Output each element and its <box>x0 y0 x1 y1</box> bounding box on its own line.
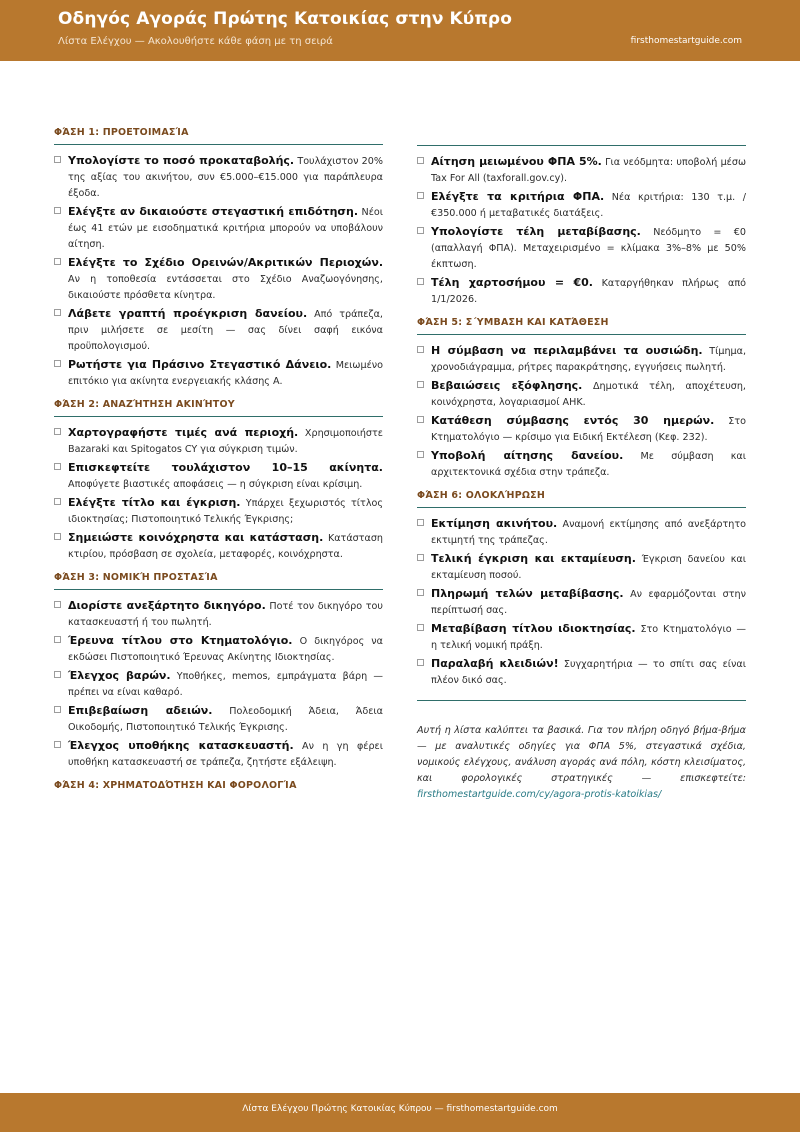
item-heading: Τέλη χαρτοσήμου = €0. <box>431 276 593 289</box>
item-heading: Ελέγξτε το Σχέδιο Ορεινών/Ακριτικών Περιοχών. <box>68 256 383 269</box>
item-description: Μειωμένο επιτόκιο για ακίνητα ενεργειακής κλάσης Α. <box>68 360 383 387</box>
item-description: Αν η τοποθεσία εντάσσεται στο Σχέδιο Αναζωογόνησης, δικαιούστε πρόσθετα κίνητρα. <box>68 274 383 301</box>
checklist-item <box>54 460 383 493</box>
checklist-item <box>417 378 746 411</box>
item-heading: Υποβολή αίτησης δανείου. <box>431 449 624 462</box>
right-column <box>417 139 746 803</box>
checkbox[interactable] <box>54 601 61 608</box>
item-heading: Έρευνα τίτλου στο Κτηματολόγιο. <box>68 634 293 647</box>
closing-divider <box>417 700 746 701</box>
phase-divider <box>54 144 383 145</box>
phase-section <box>54 399 383 563</box>
item-heading: Ρωτήστε για Πράσινο Στεγαστικό Δάνειο. <box>68 358 332 371</box>
item-description: Από τράπεζα, πριν μιλήσετε σε μεσίτη — σας δίνει σαφή εικόνα προϋπολογισμού. <box>68 309 383 352</box>
checkbox[interactable] <box>54 636 61 643</box>
checkbox[interactable] <box>54 428 61 435</box>
checkbox[interactable] <box>54 156 61 163</box>
item-heading: Χαρτογραφήστε τιμές ανά περιοχή. <box>68 426 299 439</box>
item-heading: Ελέγξτε τα κριτήρια ΦΠΑ. <box>431 190 605 203</box>
checkbox[interactable] <box>417 278 424 285</box>
checklist-item <box>54 738 383 771</box>
item-description: Νέα κριτήρια: 130 τ.μ. / €350.000 ή μεταβατικές διατάξεις. <box>431 192 746 219</box>
item-description: Συγχαρητήρια — το σπίτι σας είναι πλέον δικό σας. <box>431 659 746 686</box>
checkbox[interactable] <box>54 741 61 748</box>
checklist-item <box>417 413 746 446</box>
item-heading: Η σύμβαση να περιλαμβάνει τα ουσιώδη. <box>431 344 703 357</box>
note-text: Αυτή η λίστα καλύπτει τα βασικά. Για τον πλήρη οδηγό βήμα-βήμα — με αναλυτικές οδηγίες για ΦΠΑ 5%, στεγαστικά σχέδια, νομικούς ελέγχους, ανάλυση αγοράς ανά πόλη, κόστη κλεισίματος, και φορολογικές στρατηγικές — επισκεφτείτε: <box>417 725 746 784</box>
checkbox[interactable] <box>54 706 61 713</box>
checklist-item <box>54 495 383 528</box>
checklist-item <box>417 656 746 689</box>
checkbox[interactable] <box>54 207 61 214</box>
checkbox[interactable] <box>54 498 61 505</box>
checkbox[interactable] <box>54 533 61 540</box>
checkbox[interactable] <box>417 416 424 423</box>
item-description: Νεόδμητο = €0 (απαλλαγή ΦΠΑ). Μεταχειρισμένο = κλίμακα 3%–8% με 50% έκπτωση. <box>431 227 747 270</box>
item-heading: Τελική έγκριση και εκταμίευση. <box>431 552 636 565</box>
checkbox[interactable] <box>417 346 424 353</box>
phase-section <box>54 127 383 390</box>
checkbox[interactable] <box>54 258 61 265</box>
phase-divider <box>417 334 746 335</box>
phase-section <box>417 490 746 689</box>
item-description: Υποθήκες, memos, εμπράγματα βάρη — πρέπει να είναι καθαρό. <box>68 671 383 698</box>
checklist-item <box>54 703 383 736</box>
checklist-item <box>54 255 383 304</box>
checklist-item <box>54 598 383 631</box>
checklist-item <box>417 586 746 619</box>
item-heading: Παραλαβή κλειδιών! <box>431 657 559 670</box>
item-heading: Έλεγχος υποθήκης κατασκευαστή. <box>68 739 294 752</box>
item-heading: Έλεγχος βαρών. <box>68 669 171 682</box>
checklist-item <box>417 516 746 549</box>
checklist-item <box>54 668 383 701</box>
item-description: Υπάρχει ξεχωριστός τίτλος ιδιοκτησίας; Πιστοποιητικό Τελικής Έγκρισης; <box>68 498 383 525</box>
checkbox[interactable] <box>417 589 424 596</box>
item-description: Αν η γη φέρει υποθήκη κατασκευαστή σε τράπεζα, ζητήστε εξάλειψη. <box>68 741 383 768</box>
item-description: Αποφύγετε βιαστικές αποφάσεις — η σύγκριση είναι κρίσιμη. <box>68 479 363 490</box>
checkbox[interactable] <box>54 309 61 316</box>
item-heading: Επιβεβαίωση αδειών. <box>68 704 213 717</box>
guide-link[interactable]: firsthomestartguide.com/cy/agora-protis-katoikias/ <box>417 789 662 800</box>
checklist-item <box>54 425 383 458</box>
left-column <box>54 127 383 800</box>
checklist-item <box>54 153 383 202</box>
checkbox[interactable] <box>417 381 424 388</box>
item-description: Πολεοδομική Άδεια, Άδεια Οικοδομής, Πιστοποιητικό Τελικής Έγκρισης. <box>68 706 383 733</box>
phase-title: ΦΆΣΗ 4: ΧΡΗΜΑΤΟΔΌΤΗΣΗ ΚΑΙ ΦΟΡΟΛΟΓΊΑ <box>54 780 297 791</box>
document-title: Οδηγός Αγοράς Πρώτης Κατοικίας στην Κύπρο <box>58 9 512 29</box>
phase-section <box>417 317 746 481</box>
item-description: Χρησιμοποιήστε Bazaraki και Spitogatos CY για σύγκριση τιμών. <box>68 428 383 455</box>
item-description: Στο Κτηματολόγιο — κρίσιμο για Ειδική Εκτέλεση (Κεφ. 232). <box>431 416 746 443</box>
phase-title: ΦΆΣΗ 6: ΟΛΟΚΛΉΡΩΣΗ <box>417 490 545 501</box>
item-heading: Σημειώστε κοινόχρηστα και κατάσταση. <box>68 531 324 544</box>
item-description: Καταργήθηκαν πλήρως από 1/1/2026. <box>431 278 746 305</box>
checklist-item <box>417 621 746 654</box>
item-description: Αναμονή εκτίμησης από ανεξάρτητο εκτιμητή της τράπεζας. <box>431 519 746 546</box>
checklist-item <box>417 189 746 222</box>
document-subtitle: Λίστα Ελέγχου — Ακολουθήστε κάθε φάση με τη σειρά <box>58 36 333 47</box>
item-heading: Διορίστε ανεξάρτητο δικηγόρο. <box>68 599 266 612</box>
header-site-link[interactable]: firsthomestartguide.com <box>630 36 742 46</box>
phase-title: ΦΆΣΗ 5: Σ΄ΥΜΒΑΣΗ ΚΑΙ ΚΑΤΆΘΕΣΗ <box>417 317 609 328</box>
item-description: Κατάσταση κτιρίου, πρόσβαση σε σχολεία, μεταφορές, κοινόχρηστα. <box>68 533 383 560</box>
checklist-item <box>417 343 746 376</box>
item-heading: Βεβαιώσεις εξόφλησης. <box>431 379 583 392</box>
checklist-item <box>54 306 383 355</box>
item-heading: Υπολογίστε τέλη μεταβίβασης. <box>431 225 641 238</box>
phase-title: ΦΆΣΗ 1: ΠΡΟΕΤΟΙΜΑΣΊΑ <box>54 127 189 138</box>
phase-divider <box>417 507 746 508</box>
item-heading: Ελέγξτε αν δικαιούστε στεγαστική επιδότηση. <box>68 205 359 218</box>
item-heading: Λάβετε γραπτή προέγκριση δανείου. <box>68 307 308 320</box>
checklist-item <box>54 633 383 666</box>
checklist-item <box>54 204 383 253</box>
checklist-item <box>417 551 746 584</box>
phase-section <box>54 572 383 771</box>
item-heading: Υπολογίστε το ποσό προκαταβολής. <box>68 154 295 167</box>
item-heading: Αίτηση μειωμένου ΦΠΑ 5%. <box>431 155 602 168</box>
item-heading: Ελέγξτε τίτλο και έγκριση. <box>68 496 241 509</box>
checkbox[interactable] <box>417 451 424 458</box>
item-description: Τίμημα, χρονοδιάγραμμα, ρήτρες παρακράτησης, εγγυήσεις πωλητή. <box>431 346 747 373</box>
checkbox[interactable] <box>417 227 424 234</box>
item-description: Αν εφαρμόζονται στην περίπτωσή σας. <box>431 589 746 616</box>
item-heading: Μεταβίβαση τίτλου ιδιοκτησίας. <box>431 622 636 635</box>
item-description: Με σύμβαση και αρχιτεκτονικά σχέδια στην τράπεζα. <box>431 451 746 478</box>
checkbox[interactable] <box>417 192 424 199</box>
item-heading: Πληρωμή τελών μεταβίβασης. <box>431 587 624 600</box>
item-description: Νέοι έως 41 ετών με εισοδηματικά κριτήρια μπορούν να υποβάλουν αίτηση. <box>68 207 383 250</box>
checkbox[interactable] <box>54 463 61 470</box>
checklist-item <box>54 357 383 390</box>
checkbox[interactable] <box>54 360 61 367</box>
checkbox[interactable] <box>54 671 61 678</box>
checkbox[interactable] <box>417 624 424 631</box>
checklist-item <box>54 530 383 563</box>
phase-divider <box>417 145 746 146</box>
item-description: Τουλάχιστον 20% της αξίας του ακινήτου, συν €5.000–€15.000 για παράπλευρα έξοδα. <box>68 156 384 199</box>
checkbox[interactable] <box>417 659 424 666</box>
item-description: Ποτέ τον δικηγόρο του κατασκευαστή ή του πωλητή. <box>68 601 383 628</box>
phase-section <box>54 780 383 791</box>
closing-note <box>417 723 746 803</box>
item-description: Ο δικηγόρος να εκδώσει Πιστοποιητικό Έρευνας Ακίνητης Ιδιοκτησίας. <box>68 636 383 663</box>
item-heading: Επισκεφτείτε τουλάχιστον 10–15 ακίνητα. <box>68 461 383 474</box>
checkbox[interactable] <box>417 157 424 164</box>
item-description: Στο Κτηματολόγιο — η τελική νομική πράξη. <box>431 624 746 651</box>
phase-title: ΦΆΣΗ 2: ΑΝΑΖΉΤΗΣΗ ΑΚΙΝΉΤΟΥ <box>54 399 235 410</box>
phase-divider <box>54 589 383 590</box>
checklist-item <box>417 448 746 481</box>
phase-section <box>417 145 746 308</box>
footer-text: Λίστα Ελέγχου Πρώτης Κατοικίας Κύπρου — firsthomestartguide.com <box>242 1104 558 1114</box>
phase-title: ΦΆΣΗ 3: ΝΟΜΙΚΉ ΠΡΟΣΤΑΣΊΑ <box>54 572 218 583</box>
checklist-item <box>417 224 746 273</box>
checkbox[interactable] <box>417 554 424 561</box>
checkbox[interactable] <box>417 519 424 526</box>
item-heading: Κατάθεση σύμβασης εντός 30 ημερών. <box>431 414 715 427</box>
item-description: Έγκριση δανείου και εκταμίευση ποσού. <box>431 554 746 581</box>
page-header <box>0 0 800 61</box>
checklist-item <box>417 275 746 308</box>
checklist-item <box>417 154 746 187</box>
phase-divider <box>54 416 383 417</box>
item-heading: Εκτίμηση ακινήτου. <box>431 517 558 530</box>
item-description: Για νεόδμητα: υποβολή μέσω Tax For All (taxforall.gov.cy). <box>431 157 746 184</box>
item-description: Δημοτικά τέλη, αποχέτευση, κοινόχρηστα, λογαριασμοί ΑΗΚ. <box>431 381 746 408</box>
page-footer <box>0 1093 800 1132</box>
